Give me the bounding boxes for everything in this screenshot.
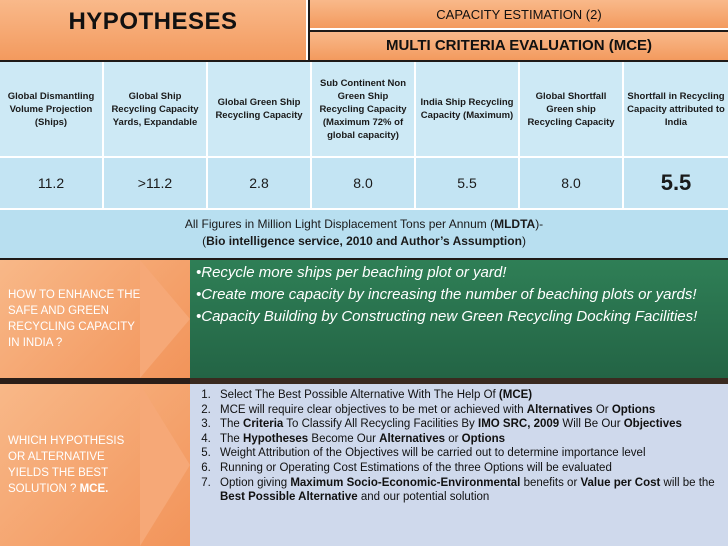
mce-title: MULTI CRITERIA EVALUATION (MCE): [310, 32, 728, 60]
question-line: WHICH HYPOTHESIS: [8, 435, 125, 447]
value-cell-highlight: 5.5: [660, 170, 692, 195]
question-line: OR ALTERNATIVE: [8, 451, 105, 463]
list-item: 1. Select The Best Possible Alternative With The Help Of (MCE): [214, 388, 724, 403]
value-cell: 8.0: [312, 158, 416, 208]
bullet-item: •Create more capacity by increasing the number of beaching plots or yards!: [196, 286, 697, 303]
value-cell: >11.2: [104, 158, 208, 208]
column-header: Global Green Ship Recycling Capacity: [208, 62, 312, 156]
column-header: India Ship Recycling Capacity (Maximum): [416, 62, 520, 156]
question-line: SAFE AND GREEN: [8, 305, 109, 317]
column-headers: [0, 62, 728, 156]
question-line: SOLUTION ? MCE.: [8, 483, 109, 495]
arrow-right-icon: [140, 384, 190, 546]
steps-list: [194, 388, 724, 505]
recommendations-panel: [190, 260, 728, 378]
value-cell: 11.2: [0, 158, 104, 208]
value-cell: 8.0: [520, 158, 624, 208]
column-header: Shortfall in Recycling Capacity attributed to India: [627, 90, 725, 128]
page-title: HYPOTHESES: [68, 8, 238, 35]
mce-steps-panel: [190, 384, 728, 546]
bullet-item: •Recycle more ships per beaching plot or yard!: [196, 264, 507, 281]
column-header: Global Dismantling Volume Projection (Ships): [0, 62, 104, 156]
subtitle: CAPACITY ESTIMATION (2): [310, 0, 728, 30]
values-row: [0, 156, 728, 208]
question-line: YIELDS THE BEST: [8, 467, 109, 479]
list-item: 2. MCE will require clear objectives to be met or achieved with Alternatives Or Options: [214, 403, 724, 418]
title-panel: [0, 0, 308, 60]
bullet-item: •Capacity Building by Constructing new Green Recycling Docking Facilities!: [196, 308, 698, 325]
list-item: 7. Option giving Maximum Socio-Economic-Environmental benefits or Value per Cost will be the Best Possible Alternative and our potential solution: [214, 476, 724, 505]
column-header: Sub Continent Non Green Ship Recycling Capacity (Maximum 72% of global capacity): [312, 62, 416, 156]
question-line: HOW TO ENHANCE THE: [8, 289, 141, 301]
value-cell: 5.5: [416, 158, 520, 208]
list-item: 3. The Criteria To Classify All Recycling Facilities By IMO SRC, 2009 Will Be Our Objectives: [214, 417, 724, 432]
units-note: [0, 208, 728, 258]
question-line: IN INDIA ?: [8, 337, 63, 349]
units-note-line1: All Figures in Million Light Displacement Tons per Annum (MLDTA)-: [184, 217, 544, 231]
arrow-right-icon: [140, 260, 190, 378]
list-item: 5. Weight Attribution of the Objectives will be carried out to determine importance level: [214, 446, 724, 461]
list-item: 4. The Hypotheses Become Our Alternatives or Options: [214, 432, 724, 447]
list-item: 6. Running or Operating Cost Estimations of the three Options will be evaluated: [214, 461, 724, 476]
value-cell: 2.8: [208, 158, 312, 208]
column-header: Global Ship Recycling Capacity Yards, Expandable: [104, 62, 208, 156]
question-line: RECYCLING CAPACITY: [8, 321, 135, 333]
units-note-line2: (Bio intelligence service, 2010 and Author’s Assumption): [202, 234, 526, 248]
column-header: Global Shortfall Green ship Recycling Capacity: [520, 62, 624, 156]
